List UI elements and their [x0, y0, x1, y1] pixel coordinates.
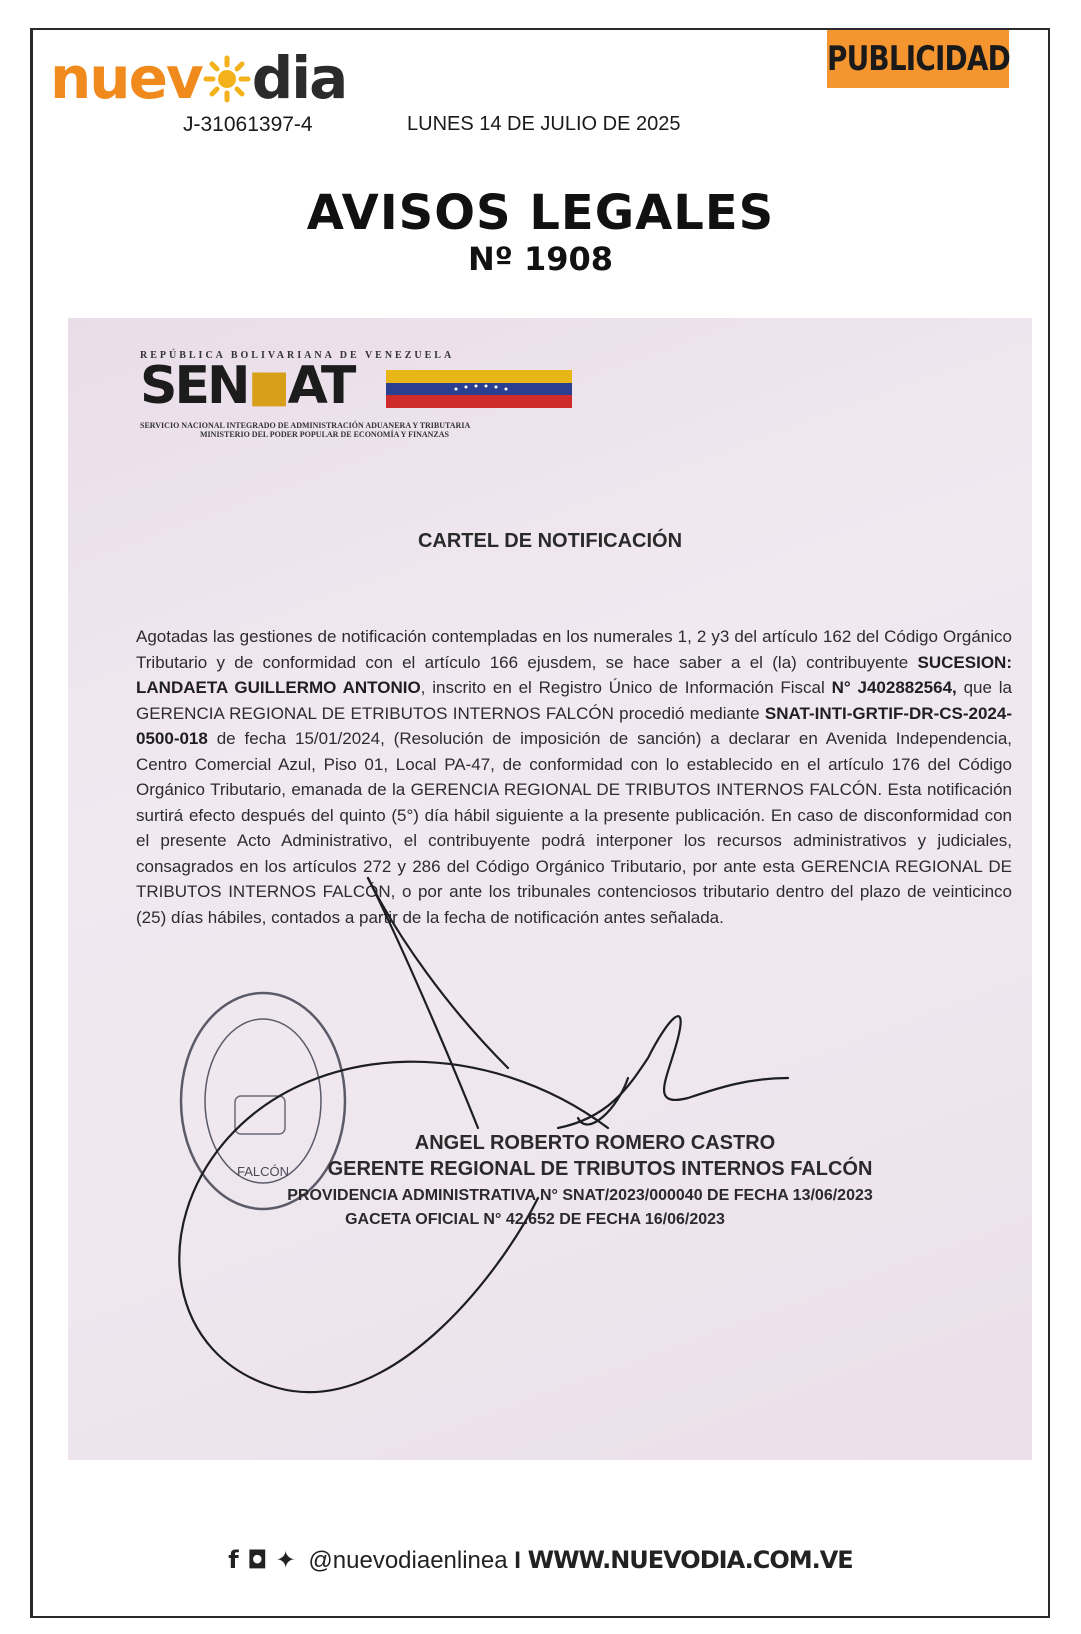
newspaper-rif: J-31061397-4 [183, 113, 313, 136]
venezuela-flag-icon [386, 370, 572, 408]
logo-text-part2: dia [251, 44, 347, 112]
website-link[interactable]: WWW.NUEVODIA.COM.VE [527, 1546, 853, 1574]
gaceta-reference: GACETA OFICIAL N° 42.652 DE FECHA 16/06/2023 [345, 1211, 725, 1228]
section-title: AVISOS LEGALES [306, 185, 775, 241]
resolution-number: SNAT-INTI-GRTIF-DR-CS-2024-0500-018 [136, 703, 1012, 748]
social-handle[interactable]: @nuevodiaenlinea [308, 1547, 508, 1574]
seniat-logo [140, 356, 353, 416]
notice-body [136, 624, 1012, 930]
official-seal-icon [173, 986, 353, 1216]
section-number: Nº 1908 [467, 240, 614, 278]
seniat-logo-text: SEN [140, 356, 248, 416]
notice-text-p3: que la GERENCIA REGIONAL DE ETRIBUTOS INTERNOS FALCÓN procedió mediante [136, 678, 1013, 723]
notice-text-p4: de fecha 15/01/2024, (Resolución de imposición de sanción) a declarar en Avenida Independencia, Centro Comercial Azul, Piso 01, Local PA-47, de conformidad con lo establecido en el artículo 176 del Código Orgánico Tributario, emanada de la GERENCIA REGIONAL DE TRIBUTOS INTERNOS FALCÓN. Esta notificación surtirá efecto después del quinto (5°) día hábil siguiente a la presente publicación. En caso de disconformidad con el presente Acto Administrativo, el contribuyente podrá interponer los recursos administrativos y judiciales, consagrados en los artículos 272 y 286 del Código Orgánico Tributario, por ante esta GERENCIA REGIONAL DE TRIBUTOS INTERNOS FALCÓN, o por ante los tribunales contenciosos tributario dentro del plazo de veinticinco (25) días hábiles, contados a partir de la fecha de notificación antes señalada. [136, 729, 1012, 927]
seniat-header: REPÚBLICA BOLIVARIANA DE VENEZUELA [140, 350, 455, 361]
logo-text-part1: nuev [50, 44, 202, 112]
providencia-reference: PROVIDENCIA ADMINISTRATIVA N° SNAT/2023/000040 DE FECHA 13/06/2023 [287, 1187, 873, 1204]
notice-text-p1: Agotadas las gestiones de notificación contempladas en los numerales 1, 2 y3 del artículo 162 del Código Orgánico Tributario y de conformidad con el artículo 166 ejusdem, se hace saber a el (la) contribuyente [136, 627, 1012, 672]
seal-center-text: FALCÓN [236, 1164, 290, 1179]
taxpayer-name: SUCESION: LANDAETA GUILLERMO ANTONIO [136, 652, 1012, 697]
scanned-notice [68, 318, 1032, 1460]
notice-title: CARTEL DE NOTIFICACIÓN [417, 530, 683, 552]
signer-role: GERENTE REGIONAL DE TRIBUTOS INTERNOS FALCÓN [327, 1158, 873, 1180]
seniat-subtitle [140, 421, 470, 439]
notice-text-p2: , inscrito en el Registro Único de Información Fiscal [420, 678, 832, 697]
nuevodia-logo [50, 44, 347, 112]
seniat-logo-i-icon: ◼ [247, 356, 288, 416]
footer [0, 1546, 1081, 1575]
footer-separator: I [514, 1547, 521, 1574]
sun-icon [202, 54, 252, 104]
seniat-subtitle-line1: SERVICIO NACIONAL INTEGRADO DE ADMINISTRACIÓN ADUANERA Y TRIBUTARIA [140, 421, 471, 430]
publication-date: LUNES 14 DE JULIO DE 2025 [407, 113, 681, 135]
seniat-logo-text2: AT [287, 356, 354, 416]
signer-name: ANGEL ROBERTO ROMERO CASTRO [414, 1132, 776, 1154]
taxpayer-rif: N° J402882564, [831, 678, 957, 697]
social-icons[interactable]: f ◘ ✦ [228, 1546, 296, 1574]
publicidad-badge: PUBLICIDAD [827, 30, 1009, 88]
seniat-subtitle-line2: MINISTERIO DEL PODER POPULAR DE ECONOMÍA Y FINANZAS [200, 430, 449, 439]
